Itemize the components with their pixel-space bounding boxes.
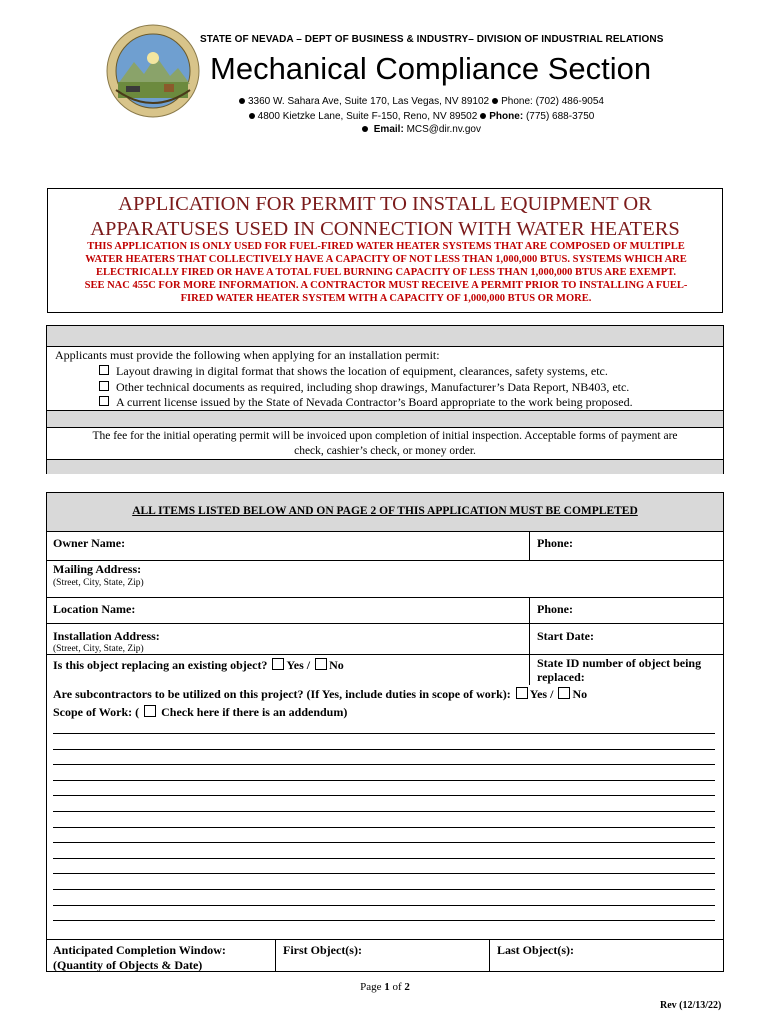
checkbox[interactable] [99,396,109,406]
phone-label: Phone: [501,96,533,107]
state-id-label [537,656,701,684]
bullet-icon [239,98,245,104]
fee-line: check, cashier’s check, or money order. [294,445,476,457]
no-label: No [572,687,588,701]
owner-phone-label: Phone: [537,536,573,550]
yes-checkbox[interactable] [272,658,284,670]
requirements-box [46,325,724,474]
row-divider [47,560,723,561]
notice-line: FIRED WATER HEATER SYSTEM WITH A CAPACITY OF 1,000,000 BTUS OR MORE. [180,293,592,304]
replacing-question-text: Is this object replacing an existing object? [53,658,268,672]
row-divider [47,939,723,940]
scope-write-line[interactable] [53,858,715,859]
bullet-icon [362,126,368,132]
reno-phone: (775) 688-3750 [525,111,595,122]
requirement-item [99,395,633,410]
email-label: Email: [373,124,404,135]
page-current: 1 [384,981,390,993]
scope-write-line[interactable] [53,842,715,843]
row-divider [47,654,723,655]
first-object-label: First Object(s): [283,943,362,957]
cell-divider [529,597,530,623]
gray-band [47,326,723,347]
completion-window-line: (Quantity of Objects & Date) [53,958,203,972]
scope-write-line[interactable] [53,764,715,765]
section-title: Mechanical Compliance Section [210,51,652,86]
agency-name: STATE OF NEVADA – DEPT OF BUSINESS & INDUSTRY– DIVISION OF INDUSTRIAL RELATIONS [200,34,664,45]
requirement-text: A current license issued by the State of Nevada Contractor’s Board appropriate to the work being proposed. [116,395,633,409]
reno-address [140,111,700,122]
requirement-text: Layout drawing in digital format that shows the location of equipment, clearances, safety systems, etc. [116,364,608,378]
addendum-checkbox[interactable] [144,705,156,717]
scope-of-work-label [53,705,347,720]
scope-write-line[interactable] [53,795,715,796]
scope-write-line[interactable] [53,889,715,890]
reno-street: 4800 Kietzke Lane, Suite F-150, Reno, NV 89502 [257,111,478,122]
bullet-icon [249,113,255,119]
requirement-item [99,380,629,395]
application-form [46,492,724,972]
scope-write-line[interactable] [53,827,715,828]
scope-write-line[interactable] [53,749,715,750]
cell-divider [529,623,530,655]
scope-write-line[interactable] [53,733,715,734]
form-heading-band [47,493,723,532]
application-title-line: APPARATUSES USED IN CONNECTION WITH WATER HEATERS [90,218,680,240]
cell-divider [275,939,276,972]
checkbox[interactable] [99,381,109,391]
las-vegas-phone: (702) 486-9054 [535,96,604,107]
installation-address-label: Installation Address: [53,629,160,643]
page-of: of [389,981,405,993]
scope-write-line[interactable] [53,905,715,906]
scope-write-line[interactable] [53,780,715,781]
yes-checkbox[interactable] [516,687,528,699]
cell-divider [489,939,490,972]
fee-notice [57,429,713,459]
yes-label: Yes / [529,687,554,701]
owner-name-label: Owner Name: [53,536,126,550]
scope-label-text: Scope of Work: ( [53,705,140,719]
revision-date: Rev (12/13/22) [660,1000,722,1011]
notice-line: ELECTRICALLY FIRED OR HAVE A TOTAL FUEL BURNING CAPACITY OF LESS THAN 1,000,000 BTUS ARE EXEMPT. [96,267,676,278]
page-total: 2 [404,981,410,993]
checkbox[interactable] [99,365,109,375]
row-divider [47,623,723,624]
las-vegas-address [140,96,700,107]
no-label: No [329,658,344,672]
page-prefix: Page [360,981,385,993]
las-vegas-street: 3360 W. Sahara Ave, Suite 170, Las Vegas, NV 89102 [248,96,490,107]
cell-divider [529,654,530,685]
subcontractor-question-text: Are subcontractors to be utilized on this project? (If Yes, include duties in scope of work): [53,687,511,701]
state-id-label-line: State ID number of object being [537,656,702,670]
no-checkbox[interactable] [558,687,570,699]
location-name-label: Location Name: [53,602,136,616]
email-line [140,124,700,135]
application-title [48,192,722,242]
requirement-text: Other technical documents as required, including shop drawings, Manufacturer’s Data Report, NB403, etc. [116,380,630,394]
application-notice [52,240,720,305]
subcontractor-question [53,687,587,702]
application-title-box [47,188,723,313]
bullet-icon [480,113,486,119]
location-phone-label: Phone: [537,602,573,616]
yes-label: Yes / [286,658,311,672]
application-title-line: APPLICATION FOR PERMIT TO INSTALL EQUIPMENT OR [118,193,652,215]
cell-divider [529,531,530,560]
no-checkbox[interactable] [315,658,327,670]
addendum-text: Check here if there is an addendum) [161,705,348,719]
form-heading: ALL ITEMS LISTED BELOW AND ON PAGE 2 OF THIS APPLICATION MUST BE COMPLETED [132,505,638,517]
replacing-question [53,658,344,673]
requirement-item [99,364,608,379]
address-hint: (Street, City, State, Zip) [53,644,144,654]
completion-window-label [53,943,226,973]
state-id-label-line: replaced: [537,670,585,684]
bullet-icon [492,98,498,104]
last-object-label: Last Object(s): [497,943,574,957]
notice-line: WATER HEATERS THAT COLLECTIVELY HAVE A CAPACITY OF NOT LESS THAN 1,000,000 BTUS. SYSTEMS WHICH ARE [85,254,687,265]
gray-band [47,459,723,474]
requirements-intro: Applicants must provide the following when applying for an installation permit: [55,348,440,362]
gray-band [47,410,723,428]
page-number [0,981,770,993]
scope-write-line[interactable] [53,811,715,812]
phone-label: Phone: [489,111,524,122]
start-date-label: Start Date: [537,629,594,643]
mailing-address-label: Mailing Address: [53,562,142,576]
scope-write-line[interactable] [53,920,715,921]
fee-line: The fee for the initial operating permit will be invoiced upon completion of initial inspection. Acceptable forms of payment are [92,430,678,442]
address-hint: (Street, City, State, Zip) [53,578,144,588]
row-divider [47,597,723,598]
notice-line: THIS APPLICATION IS ONLY USED FOR FUEL-FIRED WATER HEATER SYSTEMS THAT ARE COMPOSED OF MULTIPLE [87,241,685,252]
completion-window-line: Anticipated Completion Window: [53,943,226,957]
email-address[interactable]: MCS@dir.nv.gov [406,124,481,135]
notice-line: SEE NAC 455C FOR MORE INFORMATION. A CONTRACTOR MUST RECEIVE A PERMIT PRIOR TO INSTALLING A FUEL- [84,280,688,291]
scope-write-line[interactable] [53,873,715,874]
